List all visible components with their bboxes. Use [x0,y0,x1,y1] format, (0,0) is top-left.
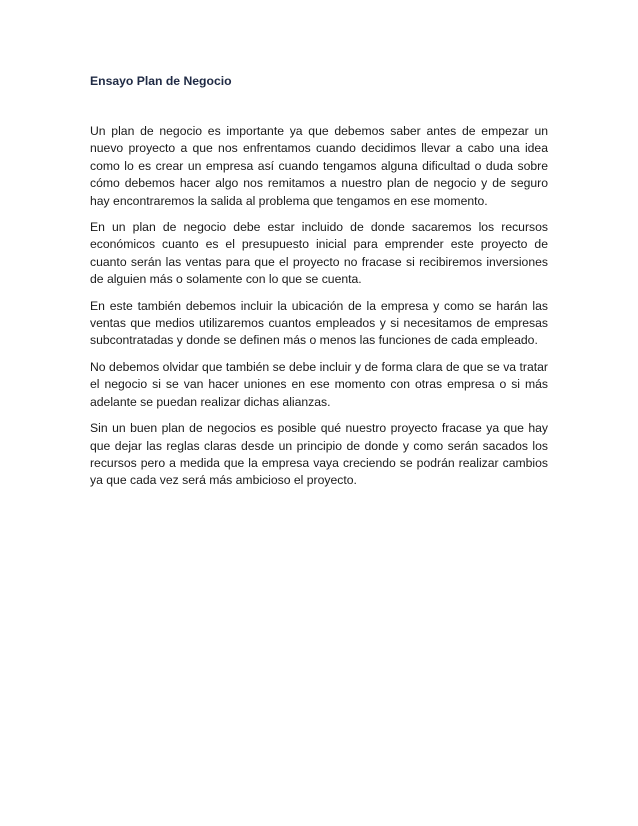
document-title: Ensayo Plan de Negocio [90,74,232,88]
paragraph-4: No debemos olvidar que también se debe incluir y de forma clara de que se va tratar el negocio si se van hacer uniones en ese momento con otras empresa o si más adelante se puedan realizar dichas alianzas. [90,359,548,409]
paragraph-1: Un plan de negocio es importante ya que debemos saber antes de empezar un nuevo proyecto a que nos enfrentamos cuando decidimos llevar a cabo una idea como lo es crear un empresa así cuando tengamos alguna dificultad o duda sobre cómo debemos hacer algo nos remitamos a nuestro plan de negocio y de seguro hay encontraremos la salida al problema que tengamos en ese momento. [90,124,548,208]
paragraph-3: En este también debemos incluir la ubicación de la empresa y como se harán las ventas que medios utilizaremos cuantos empleados y si necesitamos de empresas subcontratadas y donde se definen más o menos las funciones de cada empleado. [90,298,548,348]
paragraph-2: En un plan de negocio debe estar incluido de donde sacaremos los recursos económicos cuanto es el presupuesto inicial para emprender este proyecto de cuanto serán las ventas para que el proyecto no fracase si recibiremos inversiones de alguien más o solamente con lo que se cuenta. [90,220,548,287]
paragraph-5: Sin un buen plan de negocios es posible qué nuestro proyecto fracase ya que hay que dejar las reglas claras desde un principio de donde y como serán sacados los recursos pero a medida que la empresa vaya creciendo se podrán realizar cambios ya que cada vez será más ambicioso el proyecto. [90,421,548,488]
document-body [90,73,548,499]
